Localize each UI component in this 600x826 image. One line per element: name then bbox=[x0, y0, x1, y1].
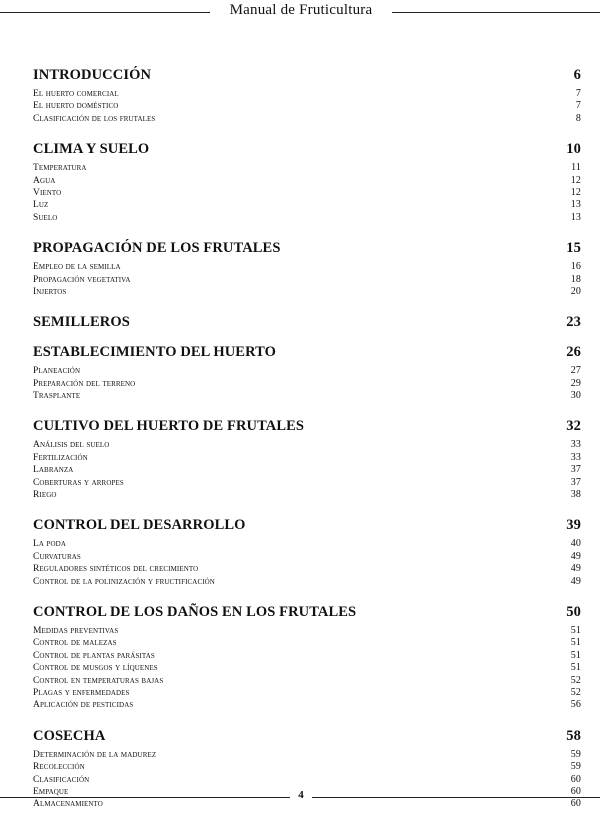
toc-section bbox=[33, 313, 581, 331]
entry-page-number: 27 bbox=[570, 365, 581, 377]
entry-page-number: 49 bbox=[570, 575, 581, 587]
section-title: COSECHA bbox=[33, 727, 106, 744]
entry-page-number: 16 bbox=[570, 261, 581, 273]
entry-title: Coberturas y arropes bbox=[33, 477, 124, 488]
section-entries bbox=[33, 162, 581, 224]
entry-page-number: 59 bbox=[570, 748, 581, 760]
section-heading bbox=[33, 727, 581, 745]
toc-entry bbox=[33, 212, 581, 224]
entry-title: Temperatura bbox=[33, 163, 87, 174]
toc-entry bbox=[33, 774, 581, 786]
entry-page-number: 49 bbox=[570, 563, 581, 575]
entry-title: Almacenamiento bbox=[33, 799, 103, 810]
entry-page-number: 8 bbox=[575, 112, 581, 124]
footer-rule-left bbox=[0, 797, 290, 798]
toc-entry bbox=[33, 637, 581, 649]
toc-entry bbox=[33, 576, 581, 588]
toc-entry bbox=[33, 699, 581, 711]
toc-entry bbox=[33, 274, 581, 286]
entry-title: Determinación de la madurez bbox=[33, 749, 157, 760]
entry-title: Empleo de la semilla bbox=[33, 262, 121, 273]
toc-entry bbox=[33, 761, 581, 773]
section-entries bbox=[33, 538, 581, 588]
section-page-number: 32 bbox=[566, 418, 581, 435]
entry-title: Control en temperaturas bajas bbox=[33, 675, 164, 686]
entry-page-number: 52 bbox=[570, 686, 581, 698]
entry-title: Planeación bbox=[33, 366, 81, 377]
entry-title: Suelo bbox=[33, 212, 58, 223]
entry-page-number: 51 bbox=[570, 624, 581, 636]
entry-page-number: 59 bbox=[570, 761, 581, 773]
entry-title: Aplicación de pesticidas bbox=[33, 700, 134, 711]
entry-page-number: 51 bbox=[570, 637, 581, 649]
entry-page-number: 60 bbox=[570, 785, 581, 797]
toc-entry bbox=[33, 286, 581, 298]
section-page-number: 39 bbox=[566, 517, 581, 534]
entry-page-number: 7 bbox=[575, 100, 581, 112]
entry-title: Empaque bbox=[33, 786, 69, 797]
section-heading bbox=[33, 343, 581, 361]
entry-page-number: 18 bbox=[570, 273, 581, 285]
entry-title: Curvaturas bbox=[33, 551, 81, 562]
toc-entry bbox=[33, 365, 581, 377]
section-entries bbox=[33, 88, 581, 125]
entry-title: Control de musgos y líquenes bbox=[33, 663, 158, 674]
entry-page-number: 30 bbox=[570, 390, 581, 402]
entry-page-number: 56 bbox=[570, 699, 581, 711]
section-entries bbox=[33, 365, 581, 402]
entry-page-number: 13 bbox=[570, 211, 581, 223]
toc-section bbox=[33, 516, 581, 588]
entry-title: Control de malezas bbox=[33, 638, 117, 649]
toc-entry bbox=[33, 162, 581, 174]
toc-section bbox=[33, 140, 581, 224]
page-title: Manual de Fruticultura bbox=[229, 2, 373, 18]
toc-entry bbox=[33, 551, 581, 563]
entry-page-number: 12 bbox=[570, 186, 581, 198]
entry-page-number: 52 bbox=[570, 674, 581, 686]
toc-entry bbox=[33, 477, 581, 489]
toc-entry bbox=[33, 390, 581, 402]
header-rule-left bbox=[0, 12, 210, 13]
entry-page-number: 29 bbox=[570, 377, 581, 389]
toc-entry bbox=[33, 563, 581, 575]
entry-title: Luz bbox=[33, 200, 49, 211]
section-page-number: 15 bbox=[566, 240, 581, 257]
toc-entry bbox=[33, 187, 581, 199]
entry-page-number: 13 bbox=[570, 199, 581, 211]
entry-title: Recolección bbox=[33, 762, 85, 773]
entry-page-number: 40 bbox=[570, 538, 581, 550]
entry-title: El huerto doméstico bbox=[33, 101, 119, 112]
entry-title: Clasificación bbox=[33, 774, 90, 785]
entry-title: Propagación vegetativa bbox=[33, 274, 131, 285]
entry-page-number: 51 bbox=[570, 649, 581, 661]
toc-entry bbox=[33, 749, 581, 761]
section-entries bbox=[33, 261, 581, 298]
section-title: CONTROL DE LOS DAÑOS EN LOS FRUTALES bbox=[33, 603, 357, 620]
entry-page-number: 51 bbox=[570, 662, 581, 674]
section-title: INTRODUCCIÓN bbox=[33, 67, 152, 83]
entry-page-number: 37 bbox=[570, 464, 581, 476]
toc-entry bbox=[33, 175, 581, 187]
entry-title: Labranza bbox=[33, 465, 74, 476]
section-page-number: 6 bbox=[573, 67, 581, 83]
page-footer bbox=[0, 785, 600, 808]
toc-entry bbox=[33, 452, 581, 464]
toc-section bbox=[33, 343, 581, 402]
toc-entry bbox=[33, 687, 581, 699]
entry-title: Agua bbox=[33, 175, 56, 186]
table-of-contents bbox=[33, 66, 581, 826]
section-page-number: 26 bbox=[566, 344, 581, 361]
entry-page-number: 49 bbox=[570, 550, 581, 562]
entry-page-number: 60 bbox=[570, 798, 581, 810]
toc-entry bbox=[33, 378, 581, 390]
section-title: ESTABLECIMIENTO DEL HUERTO bbox=[33, 344, 277, 361]
entry-page-number: 38 bbox=[570, 489, 581, 501]
toc-entry bbox=[33, 464, 581, 476]
toc-entry bbox=[33, 675, 581, 687]
section-heading bbox=[33, 313, 581, 331]
entry-page-number: 20 bbox=[570, 285, 581, 297]
section-page-number: 50 bbox=[566, 603, 581, 620]
entry-page-number: 37 bbox=[570, 476, 581, 488]
entry-title: El huerto comercial bbox=[33, 89, 119, 99]
entry-title: Reguladores sintéticos del crecimiento bbox=[33, 564, 199, 575]
section-title: CULTIVO DEL HUERTO DE FRUTALES bbox=[33, 418, 305, 435]
entry-page-number: 33 bbox=[570, 439, 581, 451]
page-number: 4 bbox=[298, 789, 304, 801]
entry-title: Análisis del suelo bbox=[33, 440, 110, 451]
entry-title: La poda bbox=[33, 539, 66, 550]
section-page-number: 10 bbox=[566, 141, 581, 158]
toc-entry bbox=[33, 261, 581, 273]
toc-section bbox=[33, 417, 581, 501]
entry-page-number: 7 bbox=[575, 88, 581, 99]
entry-page-number: 33 bbox=[570, 451, 581, 463]
entry-page-number: 60 bbox=[570, 773, 581, 785]
section-heading bbox=[33, 66, 581, 84]
section-heading bbox=[33, 140, 581, 158]
section-page-number: 23 bbox=[566, 314, 581, 331]
section-title: SEMILLEROS bbox=[33, 314, 130, 331]
toc-entry bbox=[33, 489, 581, 501]
entry-title: Preparación del terreno bbox=[33, 378, 136, 389]
toc-section bbox=[33, 239, 581, 298]
entry-title: Plagas y enfermedades bbox=[33, 687, 130, 698]
section-title: CLIMA Y SUELO bbox=[33, 141, 150, 158]
toc-entry bbox=[33, 538, 581, 550]
toc-section bbox=[33, 603, 581, 712]
toc-entry bbox=[33, 625, 581, 637]
toc-entry bbox=[33, 88, 581, 100]
entry-title: Viento bbox=[33, 187, 62, 198]
toc-entry bbox=[33, 662, 581, 674]
page-header bbox=[0, 0, 600, 24]
entry-title: Riego bbox=[33, 490, 57, 501]
entry-title: Injertos bbox=[33, 286, 67, 297]
section-heading bbox=[33, 516, 581, 534]
section-title: PROPAGACIÓN DE LOS FRUTALES bbox=[33, 240, 281, 257]
entry-page-number: 11 bbox=[571, 162, 581, 174]
section-title: CONTROL DEL DESARROLLO bbox=[33, 517, 246, 534]
section-heading bbox=[33, 603, 581, 621]
footer-rule-right bbox=[312, 797, 600, 798]
entry-title: Medidas preventivas bbox=[33, 625, 119, 636]
section-heading bbox=[33, 417, 581, 435]
section-entries bbox=[33, 625, 581, 712]
entry-title: Fertilización bbox=[33, 452, 88, 463]
toc-entry bbox=[33, 113, 581, 125]
entry-title: Clasificación de los frutales bbox=[33, 113, 156, 124]
toc-entry bbox=[33, 100, 581, 112]
section-heading bbox=[33, 239, 581, 257]
entry-page-number: 12 bbox=[570, 174, 581, 186]
section-entries bbox=[33, 439, 581, 501]
entry-title: Control de plantas parásitas bbox=[33, 650, 155, 661]
section-page-number: 58 bbox=[566, 727, 581, 744]
entry-title: Control de la polinización y fructificación bbox=[33, 576, 215, 587]
toc-entry bbox=[33, 439, 581, 451]
entry-title: Trasplante bbox=[33, 391, 81, 402]
header-rule-right bbox=[392, 12, 600, 13]
toc-entry bbox=[33, 650, 581, 662]
toc-section bbox=[33, 66, 581, 125]
toc-entry bbox=[33, 199, 581, 211]
